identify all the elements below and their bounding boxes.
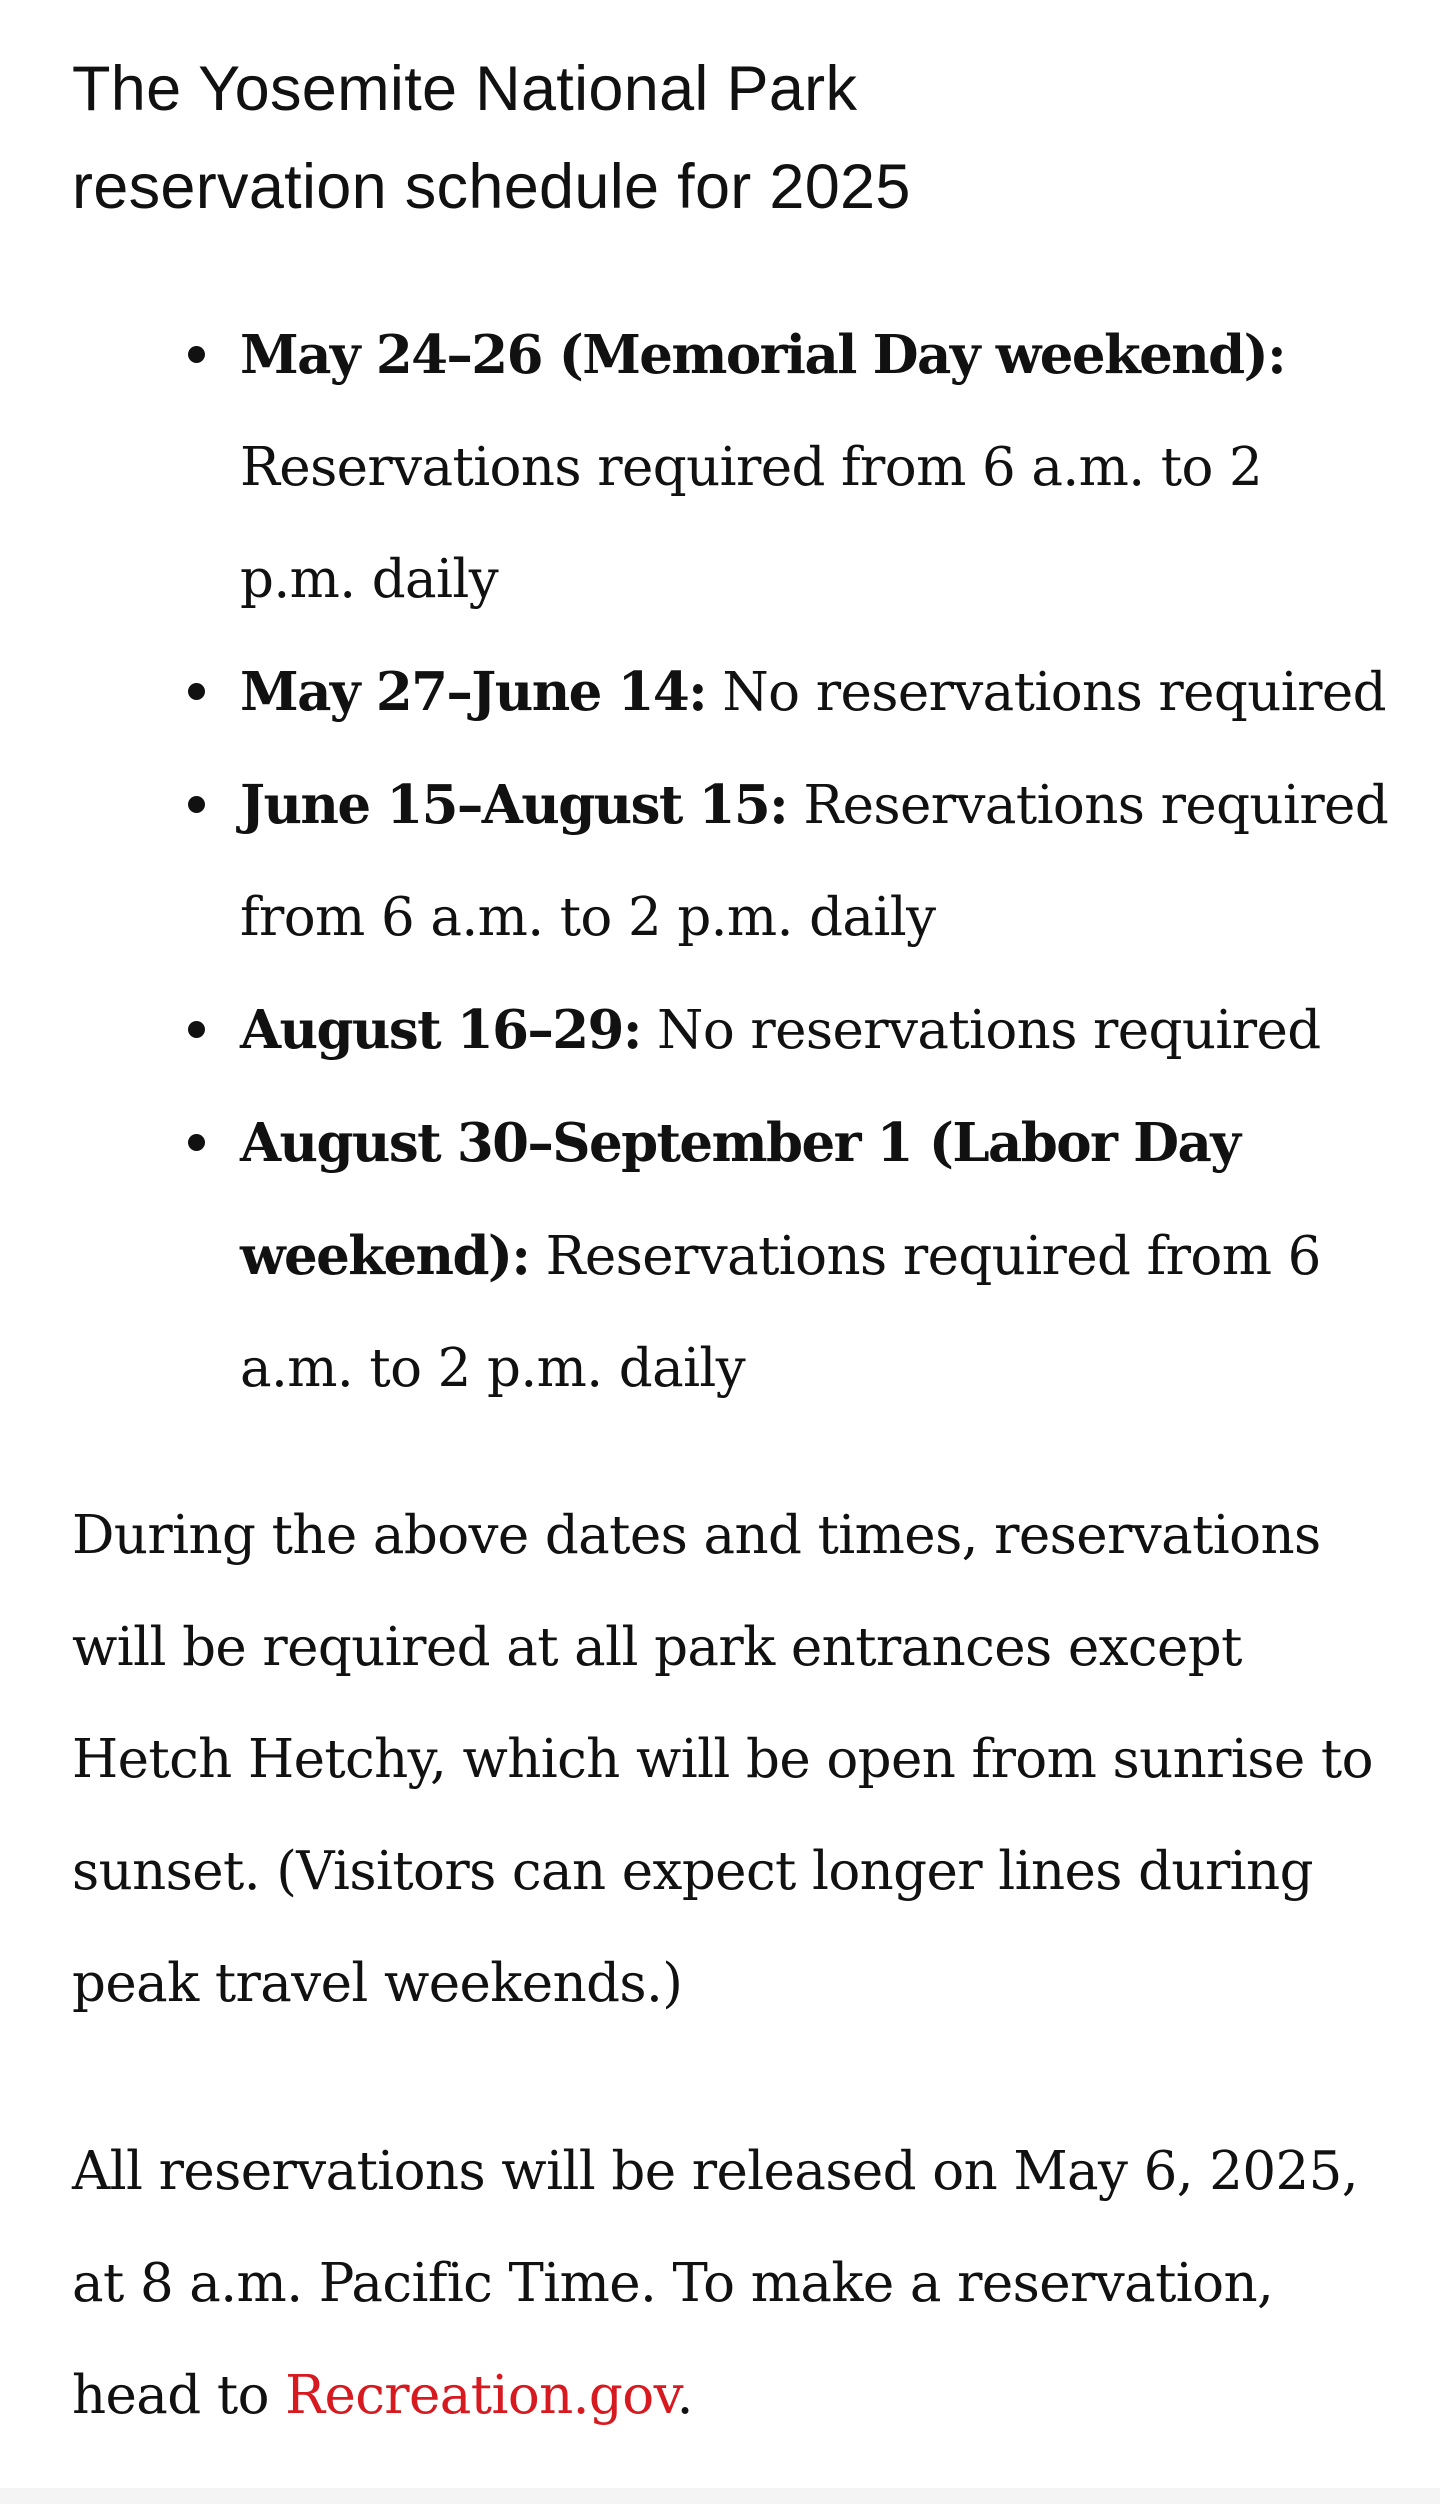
schedule-detail: No reservations required: [722, 662, 1386, 723]
schedule-dates: May 24–26 (Memorial Day weekend):: [240, 324, 1286, 386]
bullet-icon: [188, 1021, 205, 1038]
schedule-detail: Reservations required from 6 a.m. to 2 p.m. daily: [240, 775, 1389, 948]
bullet-icon: [188, 796, 205, 813]
schedule-item: [72, 749, 1392, 974]
schedule-dates: August 16–29:: [240, 999, 641, 1061]
schedule-dates: August 30–September 1 (Labor Day weekend):: [240, 1112, 1240, 1287]
reservation-schedule-list: [72, 299, 1392, 1425]
schedule-detail: Reservations required from 6 a.m. to 2 p.m. daily: [240, 1226, 1321, 1399]
entrance-info-paragraph: During the above dates and times, reservations will be required at all park entrances except Hetch Hetchy, which will be open from sunrise to sunset. (Visitors can expect longer lines during peak travel weekends.): [72, 1505, 1373, 2014]
schedule-dates: May 27–June 14:: [240, 661, 707, 723]
schedule-detail: No reservations required: [657, 1000, 1321, 1061]
schedule-item: [72, 974, 1392, 1087]
release-info-period: .: [676, 2365, 693, 2426]
bullet-icon: [188, 346, 205, 363]
page-bottom-divider: [0, 2488, 1440, 2504]
release-info-paragraph: [72, 2116, 1392, 2452]
schedule-detail: Reservations required from 6 a.m. to 2 p.m. daily: [240, 437, 1263, 610]
article-body: [72, 40, 1392, 2426]
section-heading: The Yosemite National Park reservation schedule for 2025: [72, 54, 911, 222]
recreation-gov-link[interactable]: Recreation.gov: [285, 2365, 677, 2426]
schedule-item: [72, 299, 1392, 636]
schedule-dates: June 15–August 15:: [240, 774, 788, 836]
release-info-text: All reservations will be released on May 6, 2025, at 8 a.m. Pacific Time. To make a reservation, head to: [72, 2141, 1358, 2426]
schedule-item: [72, 1087, 1392, 1425]
schedule-item: [72, 636, 1392, 749]
bullet-icon: [188, 1134, 205, 1151]
bullet-icon: [188, 683, 205, 700]
